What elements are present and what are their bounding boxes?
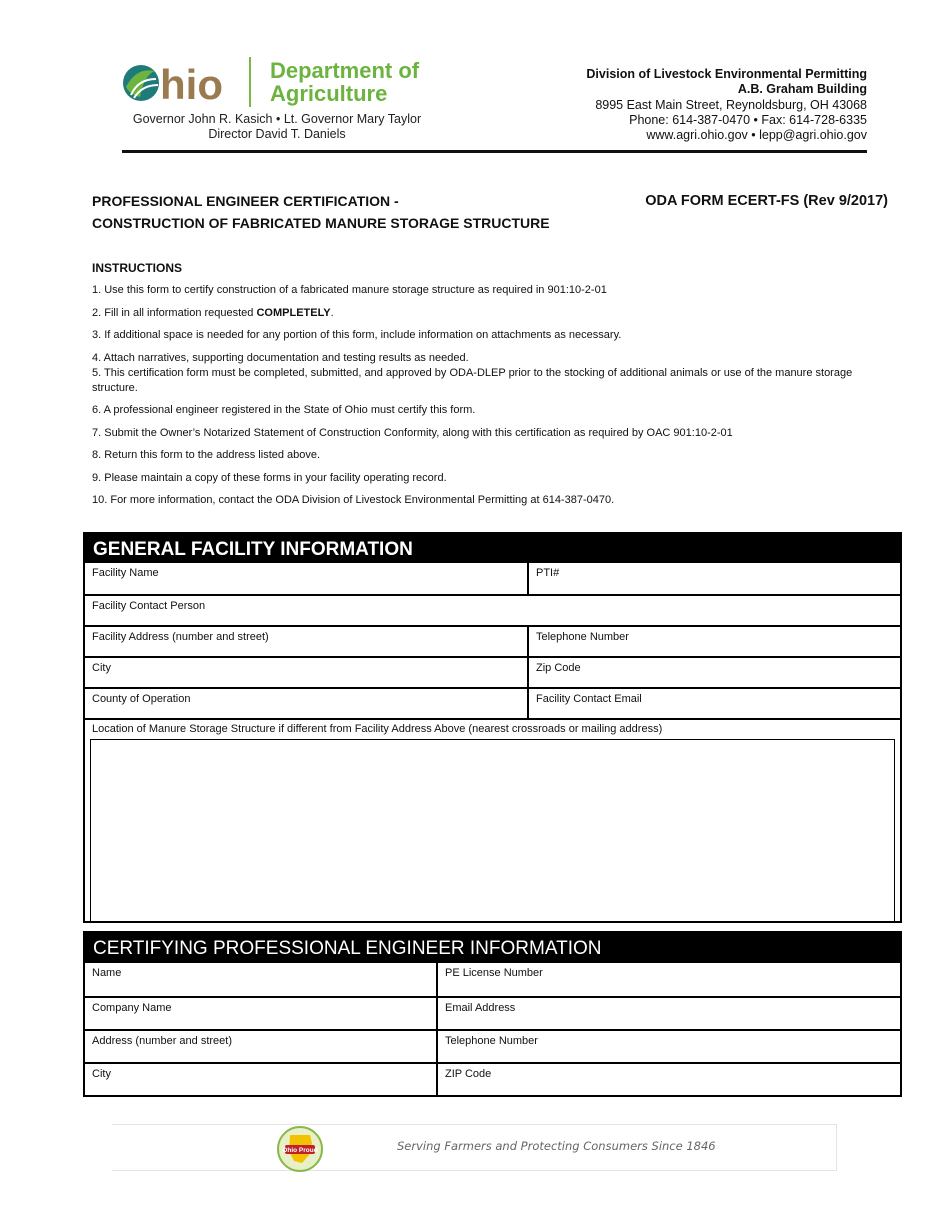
footer-slogan: Serving Farmers and Protecting Consumers Since 1846 — [397, 1139, 716, 1153]
pe-email-field[interactable]: Email Address — [436, 998, 900, 1029]
facility-zip-field[interactable]: Zip Code — [527, 658, 900, 687]
location-textarea[interactable] — [90, 739, 895, 922]
pe-license-field[interactable]: PE License Number — [436, 963, 900, 996]
instruction-item: 9. Please maintain a copy of these forms in your facility operating record. — [92, 471, 447, 484]
general-facility-header: GENERAL FACILITY INFORMATION — [85, 534, 900, 563]
general-facility-section — [83, 532, 902, 923]
instruction-item: 10. For more information, contact the ODA Division of Livestock Environmental Permitting at 614-387-0470. — [92, 494, 615, 506]
officials-line2: Director David T. Daniels — [208, 127, 346, 141]
instruction-item: 1. Use this form to certify construction of a fabricated manure storage structure as required in 901:10-2-01 — [92, 284, 607, 296]
division-contact — [507, 67, 867, 143]
instruction-item: 3. If additional space is needed for any portion of this form, include information on attachments as necessary. — [92, 329, 622, 341]
web-email: www.agri.ohio.gov • lepp@agri.ohio.gov — [646, 128, 867, 143]
seal-text: Ohio Proud — [282, 1147, 318, 1154]
facility-name-field[interactable]: Facility Name — [92, 567, 159, 579]
engineer-section — [83, 931, 902, 1097]
instruction-item: 5. This certification form must be completed, submitted, and approved by ODA-DLEP prior to the stocking of additional animals or use of the manure storage structure. — [92, 366, 853, 394]
footer-rule — [112, 1170, 837, 1171]
facility-city-field[interactable]: City — [92, 662, 111, 674]
pe-address-field[interactable]: Address (number and street) — [92, 1035, 233, 1047]
form-id: ODA FORM ECERT-FS (Rev 9/2017) — [645, 193, 888, 209]
location-row — [85, 718, 900, 921]
ohio-agriculture-logo — [122, 55, 432, 147]
pe-company-field[interactable]: Company Name — [92, 1002, 172, 1014]
department-line1: Department of — [270, 58, 420, 83]
department-line2: Agriculture — [270, 81, 388, 106]
emphasis-completely: COMPLETELY — [256, 306, 331, 319]
instruction-item: 2. Fill in all information requested COMPLETELY. — [92, 306, 334, 319]
footer-rule — [836, 1124, 837, 1171]
logo-divider — [249, 57, 251, 107]
ohio-proud-seal-icon — [276, 1125, 324, 1173]
engineer-header: CERTIFYING PROFESSIONAL ENGINEER INFORMATION — [85, 931, 900, 963]
facility-contact-email-field[interactable]: Facility Contact Email — [527, 689, 900, 718]
pti-field[interactable]: PTI# — [527, 563, 900, 594]
instruction-item: 8. Return this form to the address listed above. — [92, 449, 321, 461]
logo-word: hio — [160, 61, 223, 105]
instructions-heading: INSTRUCTIONS — [92, 261, 182, 275]
ohio-logo-icon — [122, 61, 234, 105]
building-name: A.B. Graham Building — [737, 82, 867, 97]
pe-name-field[interactable]: Name — [92, 967, 122, 979]
footer-rule — [112, 1124, 837, 1125]
pe-city-field[interactable]: City — [92, 1068, 111, 1080]
form-title — [92, 190, 550, 234]
location-label: Location of Manure Storage Structure if different from Facility Address Above (nearest crossroads or mailing address) — [92, 723, 663, 735]
officials-line1: Governor John R. Kasich • Lt. Governor Mary Taylor — [132, 112, 422, 126]
instructions — [92, 261, 892, 508]
officials — [122, 112, 432, 142]
street-address: 8995 East Main Street, Reynoldsburg, OH 43068 — [595, 97, 867, 112]
department-name — [270, 59, 440, 105]
division-name: Division of Livestock Environmental Permitting — [586, 67, 867, 81]
phone-fax: Phone: 614-387-0470 • Fax: 614-728-6335 — [629, 112, 867, 127]
facility-address-field[interactable]: Facility Address (number and street) — [92, 631, 269, 643]
header-divider — [122, 150, 867, 153]
instruction-item: 6. A professional engineer registered in the State of Ohio must certify this form. — [92, 404, 476, 416]
form-title-line2: CONSTRUCTION OF FABRICATED MANURE STORAGE STRUCTURE — [92, 215, 550, 231]
instruction-item: 7. Submit the Owner’s Notarized Statement of Construction Conformity, along with this certification as required by OAC 901:10-2-01 — [92, 426, 733, 439]
instruction-item: 4. Attach narratives, supporting documentation and testing results as needed. — [92, 351, 469, 364]
pe-zip-field[interactable]: ZIP Code — [436, 1064, 900, 1095]
pe-telephone-field[interactable]: Telephone Number — [436, 1031, 900, 1062]
facility-contact-person-field[interactable]: Facility Contact Person — [92, 600, 206, 612]
form-title-line1: PROFESSIONAL ENGINEER CERTIFICATION - — [92, 193, 399, 209]
facility-telephone-field[interactable]: Telephone Number — [527, 627, 900, 656]
county-field[interactable]: County of Operation — [92, 693, 191, 705]
